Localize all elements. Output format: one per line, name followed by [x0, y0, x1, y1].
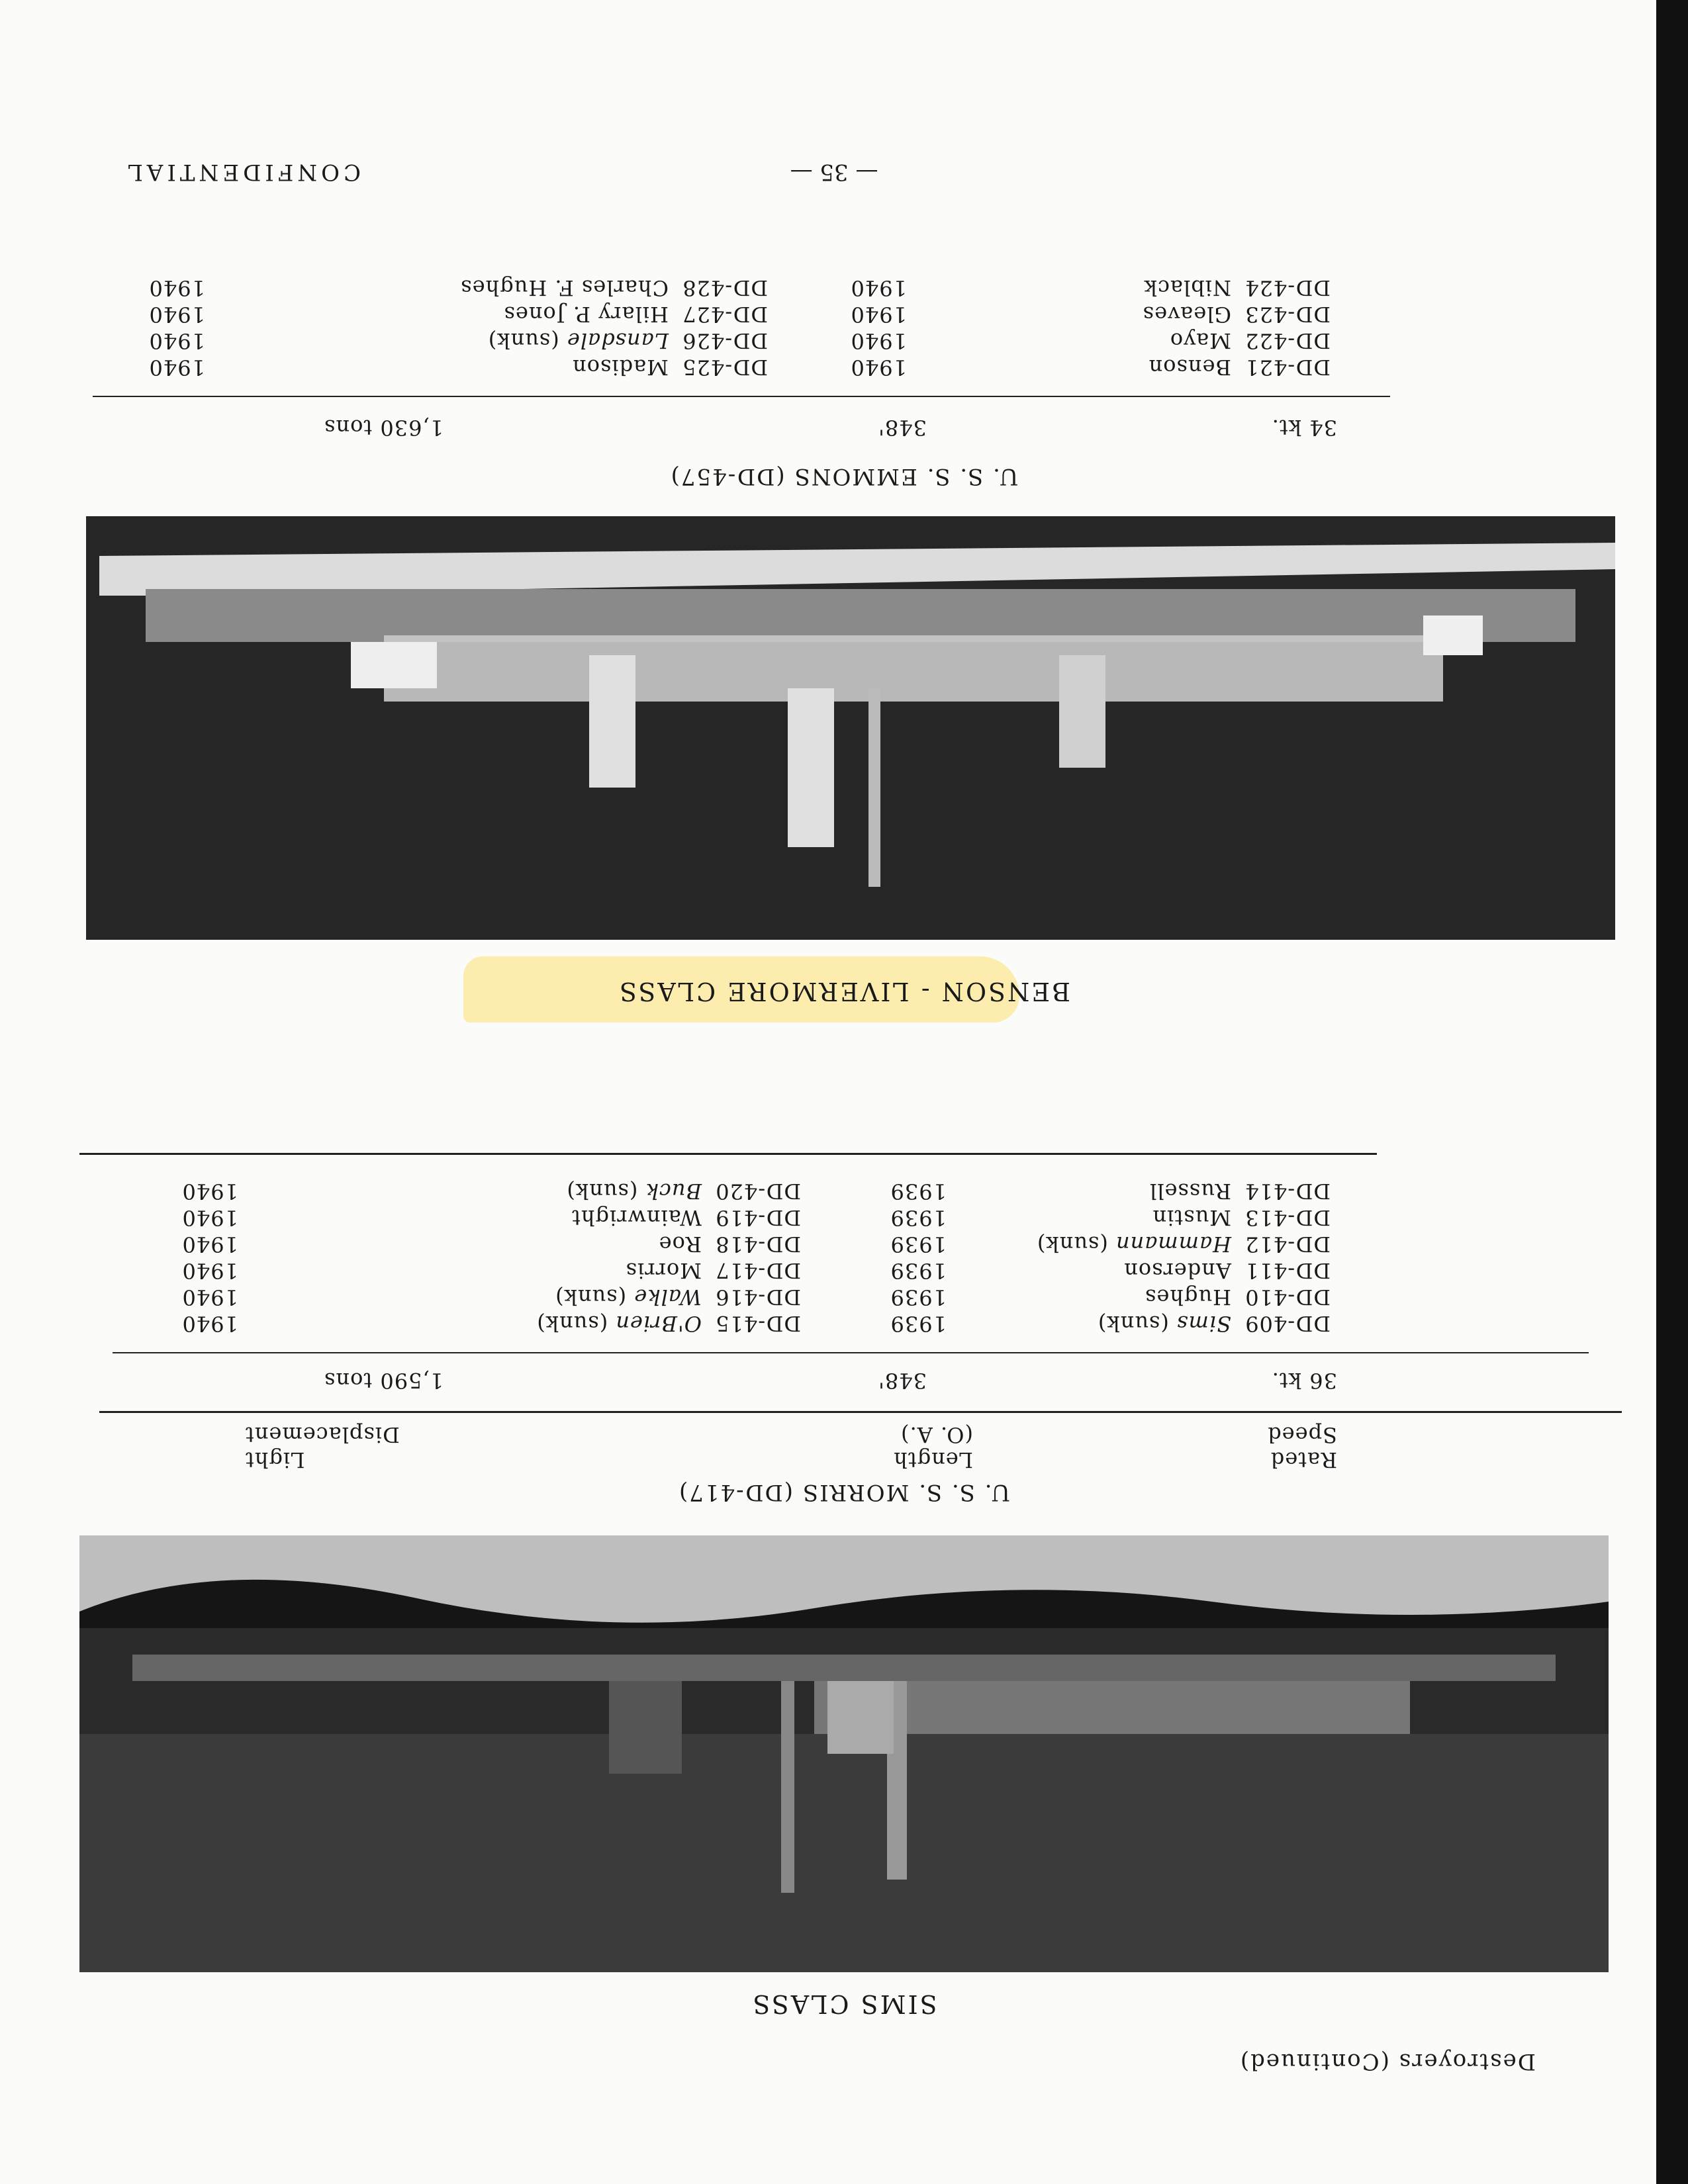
confidential-marking: CONFIDENTIAL: [124, 159, 361, 185]
length-col-head: [774, 1422, 973, 1473]
ship-row: [1123, 1257, 1331, 1284]
ship-row: [1149, 1178, 1331, 1205]
ship-row: [1144, 275, 1331, 301]
hull-number: DD-423: [1244, 302, 1331, 327]
ship-name: Gleaves: [1142, 302, 1231, 327]
ship-name: Walke: [633, 1285, 702, 1310]
ship-row: [1149, 354, 1331, 381]
ship-name: Wainwright: [571, 1205, 702, 1230]
ship-row: [571, 1205, 801, 1231]
benson-displacement: 1,630 tons: [324, 415, 444, 440]
ship-name: Roe: [658, 1232, 702, 1257]
ship-name: Anderson: [1123, 1258, 1231, 1283]
hull-number: DD-411: [1244, 1258, 1331, 1283]
hull-number: DD-426: [682, 328, 768, 353]
hull-number: DD-414: [1244, 1179, 1331, 1204]
section-header: Destroyers (Continued): [1239, 2048, 1536, 2075]
ship-name: Sims: [1176, 1311, 1231, 1336]
speed-head-line2: Speed: [1267, 1422, 1337, 1447]
hull-number: DD-420: [715, 1179, 801, 1204]
hull-number: DD-412: [1244, 1232, 1331, 1257]
hull-number: DD-413: [1244, 1205, 1331, 1230]
hull-number: DD-417: [715, 1258, 801, 1283]
ship-note: (sunk): [566, 1179, 638, 1204]
ship-row: [1143, 301, 1331, 328]
hull-number: DD-419: [715, 1205, 801, 1230]
ship-year: 1939: [890, 1311, 947, 1336]
ship-year: 1939: [890, 1179, 947, 1204]
hull-number: DD-410: [1244, 1285, 1331, 1310]
ship-note: (sunk): [1097, 1311, 1169, 1336]
ship-note: (sunk): [1036, 1232, 1108, 1257]
sims-class-title: SIMS CLASS: [751, 1989, 937, 2019]
sims-length: 348': [878, 1368, 927, 1393]
ship-name: Niblack: [1143, 275, 1231, 300]
sims-speed: 36 kt.: [1271, 1368, 1337, 1393]
ship-year: 1940: [181, 1285, 238, 1310]
ship-row: [536, 1310, 801, 1337]
hull-number: DD-418: [715, 1232, 801, 1257]
benson-class-photo: [86, 516, 1615, 940]
ship-year: 1940: [850, 328, 907, 353]
displacement-head-line2: Displacement: [245, 1422, 400, 1447]
ship-year: 1940: [181, 1232, 238, 1257]
ship-row: [566, 1178, 801, 1205]
ship-row: [1098, 1310, 1331, 1337]
hull-number: DD-428: [682, 275, 768, 300]
ship-name: Buck: [645, 1179, 702, 1204]
displacement-col-head: [245, 1422, 510, 1473]
divider-rule: [99, 1411, 1622, 1413]
ship-year: 1940: [850, 275, 907, 300]
ship-year: 1940: [181, 1179, 238, 1204]
divider-rule: [79, 1153, 1377, 1155]
ship-note: (sunk): [487, 328, 559, 353]
hull-number: DD-424: [1244, 275, 1331, 300]
hull-number: DD-421: [1244, 355, 1331, 380]
ship-year: 1939: [890, 1285, 947, 1310]
ship-row: [572, 354, 768, 381]
ship-photo-morris: [79, 1535, 1609, 1972]
ship-note: (sunk): [536, 1311, 608, 1336]
ship-name: Mustin: [1152, 1205, 1231, 1230]
page-number: — 35 —: [790, 159, 878, 185]
ship-row: [488, 328, 768, 354]
ship-name: Hughes: [1145, 1285, 1231, 1310]
hull-number: DD-409: [1244, 1311, 1331, 1336]
length-head-line1: Length: [893, 1447, 973, 1473]
hull-number: DD-422: [1244, 328, 1331, 353]
ship-year: 1940: [148, 302, 205, 327]
ship-name: Hilary P. Jones: [503, 302, 669, 327]
hull-number: DD-416: [715, 1285, 801, 1310]
ship-year: 1940: [148, 328, 205, 353]
sims-displacement: 1,590 tons: [324, 1368, 444, 1393]
ship-row: [1037, 1231, 1331, 1257]
divider-rule: [93, 396, 1390, 397]
ship-name: Morris: [625, 1258, 702, 1283]
ship-row: [460, 275, 768, 301]
ship-row: [626, 1257, 801, 1284]
ship-name: Mayo: [1169, 328, 1231, 353]
ship-row: [659, 1231, 801, 1257]
ship-name: O'Brien: [615, 1311, 702, 1336]
ship-year: 1940: [148, 275, 205, 300]
ship-row: [504, 301, 768, 328]
divider-rule: [113, 1352, 1589, 1353]
ship-year: 1940: [850, 302, 907, 327]
emmons-photo-caption: U. S. S. EMMONS (DD-457): [669, 463, 1019, 490]
ship-name: Charles F. Hughes: [460, 275, 669, 300]
ship-year: 1940: [181, 1258, 238, 1283]
scanner-edge: [1656, 0, 1688, 2184]
ship-row: [1152, 1205, 1331, 1231]
ship-year: 1940: [181, 1311, 238, 1336]
ship-row: [555, 1284, 801, 1310]
displacement-head-line1: Light: [245, 1447, 305, 1473]
ship-name: Hammann: [1115, 1232, 1231, 1257]
ship-year: 1940: [850, 355, 907, 380]
speed-head-line1: Rated: [1270, 1447, 1337, 1473]
ship-photo-emmons: [86, 516, 1615, 940]
ship-name: Lansdale: [566, 328, 669, 353]
ship-year: 1940: [148, 355, 205, 380]
speed-col-head: [1139, 1422, 1337, 1473]
length-head-line2: (O. A.): [900, 1422, 973, 1447]
hull-number: DD-425: [682, 355, 768, 380]
benson-length: 348': [878, 415, 927, 440]
ship-note: (sunk): [555, 1285, 627, 1310]
ship-year: 1939: [890, 1205, 947, 1230]
ship-year: 1939: [890, 1258, 947, 1283]
sims-class-photo: [79, 1535, 1609, 1972]
benson-speed: 34 kt.: [1271, 415, 1337, 440]
ship-row: [1170, 328, 1331, 354]
ship-row: [1145, 1284, 1331, 1310]
ship-year: 1940: [181, 1205, 238, 1230]
ship-year: 1939: [890, 1232, 947, 1257]
hull-number: DD-427: [682, 302, 768, 327]
hull-number: DD-415: [715, 1311, 801, 1336]
ship-name: Benson: [1148, 355, 1231, 380]
ship-name: Russell: [1149, 1179, 1231, 1204]
morris-photo-caption: U. S. S. MORRIS (DD-417): [677, 1479, 1011, 1506]
benson-class-title: BENSON - LIVERMORE CLASS: [617, 977, 1071, 1006]
ship-name: Madison: [572, 355, 669, 380]
